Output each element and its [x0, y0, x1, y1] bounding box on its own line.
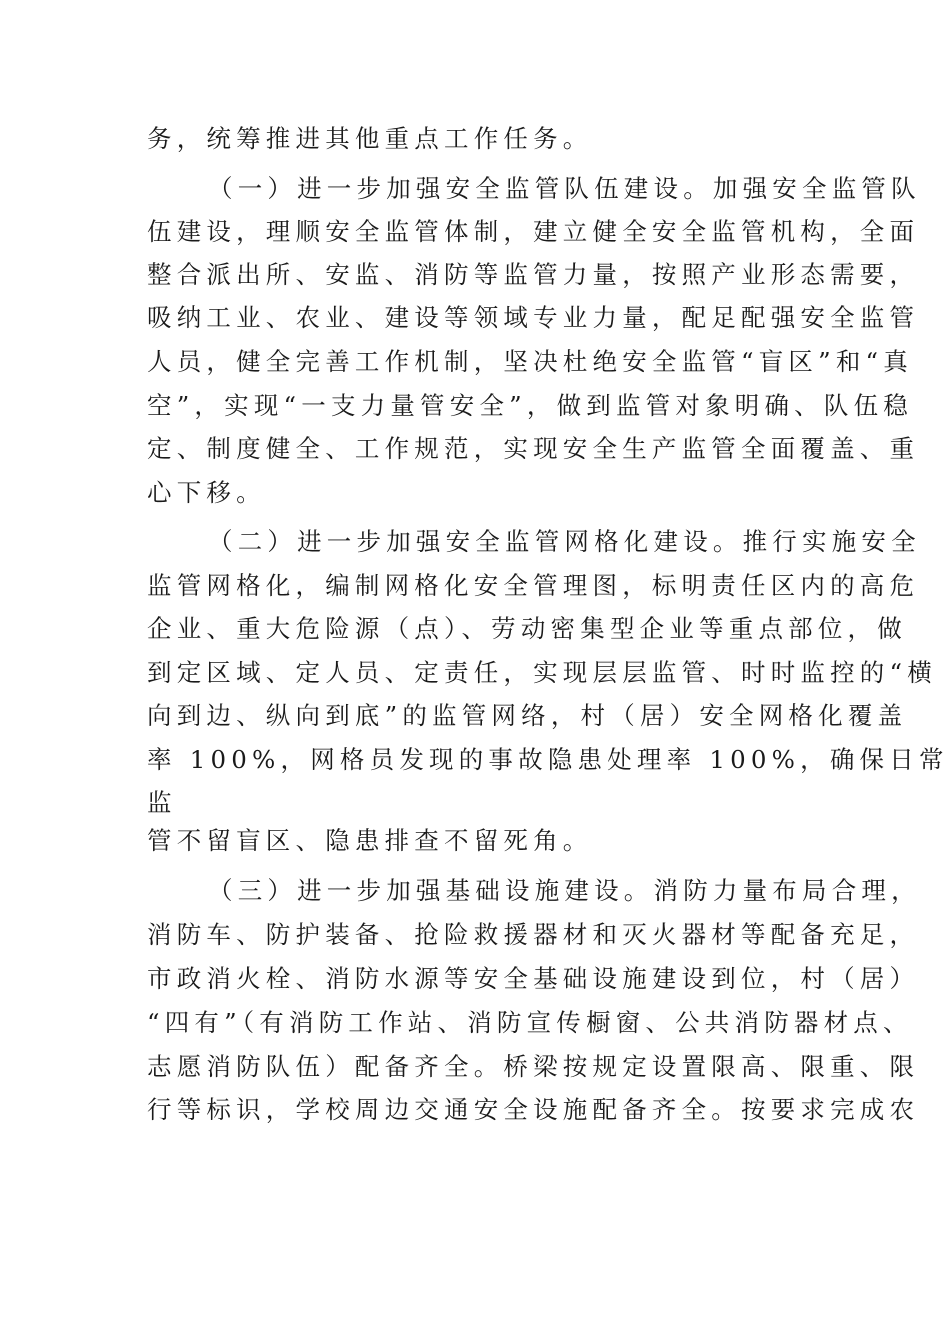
text-line: 行等标识，学校周边交通安全设施配备齐全。按要求完成农 — [147, 1095, 920, 1124]
section-heading-line: （二）进一步加强安全监管网格化建设。推行实施安全 — [208, 527, 921, 556]
text-line: 吸纳工业、农业、建设等领域专业力量，配足配强安全监管 — [147, 303, 920, 332]
text-line: 整合派出所、安监、消防等监管力量，按照产业形态需要， — [147, 260, 920, 289]
text-line: 向到边、纵向到底”的监管网络，村（居）安全网格化覆盖 — [147, 701, 908, 730]
text-line: 管不留盲区、隐患排查不留死角。 — [147, 826, 593, 855]
text-line: 空”，实现“一支力量管安全”，做到监管对象明确、队伍稳 — [147, 391, 913, 420]
section-heading-line: （一）进一步加强安全监管队伍建设。加强安全监管队 — [208, 174, 921, 203]
text-line: 市政消火栓、消防水源等安全基础设施建设到位，村（居） — [147, 964, 920, 993]
text-line: 消防车、防护装备、抢险救援器材和灭火器材等配备充足， — [147, 920, 920, 949]
text-line: 心下移。 — [147, 478, 266, 507]
text-line: 志愿消防队伍）配备齐全。桥梁按规定设置限高、限重、限 — [147, 1052, 920, 1081]
section-heading-line: （三）进一步加强基础设施建设。消防力量布局合理， — [208, 876, 921, 905]
text-line: “四有”（有消防工作站、消防宣传橱窗、公共消防器材点、 — [147, 1008, 913, 1037]
text-line: 监 — [147, 788, 177, 817]
text-line: 定、制度健全、工作规范，实现安全生产监管全面覆盖、重 — [147, 434, 920, 463]
text-line: 到定区域、定人员、定责任，实现层层监管、时时监控的“横 — [147, 658, 937, 687]
text-line: 务，统筹推进其他重点工作任务。 — [147, 124, 593, 153]
text-line: 人员，健全完善工作机制，坚决杜绝安全监管“盲区”和“真 — [147, 347, 913, 376]
text-line: 企业、重大危险源（点）、劳动密集型企业等重点部位，做 — [147, 614, 907, 643]
text-line: 伍建设，理顺安全监管体制，建立健全安全监管机构，全面 — [147, 217, 920, 246]
text-line: 监管网格化，编制网格化安全管理图，标明责任区内的高危 — [147, 571, 920, 600]
text-line: 率 100%，网格员发现的事故隐患处理率 100%，确保日常 — [147, 745, 949, 774]
